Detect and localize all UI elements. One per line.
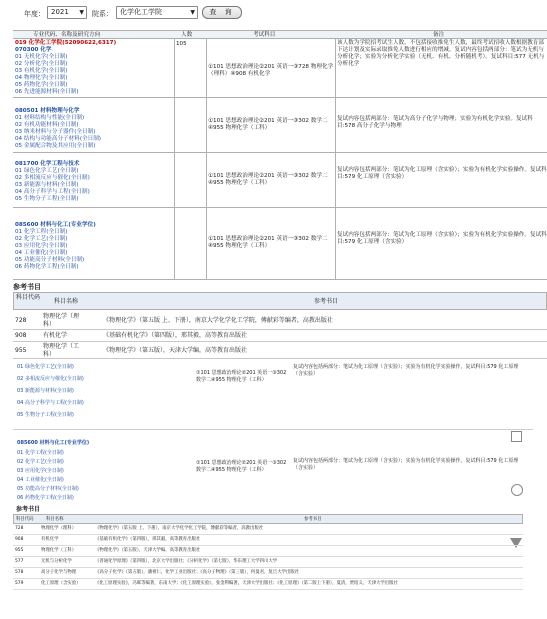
- ref-title: 参考书目: [16, 506, 41, 513]
- ref-header: [13, 514, 523, 524]
- major-cell: [17, 440, 89, 502]
- direction: 04 结构与功能高分子材料(全日制): [15, 136, 101, 142]
- direction: 02 分析化学(全日制): [15, 61, 68, 67]
- direction: 05 药物化学(全日制): [15, 82, 68, 88]
- ref-row: [13, 535, 523, 546]
- ref-name: 无机与分析化学: [41, 559, 72, 564]
- ref-header-books: 参考书目: [304, 517, 322, 522]
- ref-name: 化工原理（含实验）: [41, 581, 81, 586]
- direction: 03 新能源与材料(全日制): [17, 388, 74, 394]
- major-cell: [15, 108, 175, 150]
- query-button[interactable]: 查 询: [202, 6, 242, 19]
- ref-header-name: 科目名称: [54, 298, 79, 305]
- direction: 01 绿色化学工艺(全日制): [15, 168, 79, 174]
- direction: 03 有机化学(全日制): [15, 68, 68, 74]
- direction: 05 功能高分子材料(全日制): [15, 257, 85, 263]
- table-row: [13, 440, 533, 504]
- ref-name: 有机化学: [41, 537, 59, 542]
- ref-name: 高分子化学与物理: [41, 570, 77, 575]
- header-note: 备注: [433, 32, 445, 38]
- ref-row: [13, 330, 547, 342]
- ref-code: 579: [15, 581, 24, 586]
- ref-name: 物理化学（工科）: [43, 343, 80, 358]
- direction: 02 化学工艺(全日制): [15, 236, 68, 242]
- table-header: [13, 30, 547, 39]
- table-row: [13, 208, 547, 280]
- dept-title: 019 化学化工学院(52090622,6317): [15, 40, 117, 46]
- circle-marker-icon: [511, 484, 523, 496]
- direction: 04 工业催化(全日制): [15, 250, 68, 256]
- note-cell: 复试内容包括两部分：笔试为高分子化学与物理；实验为有机化学实验。复试科目:578 高分子化学与物理: [337, 116, 533, 129]
- ref-books: 《高分子化学》（第五版），潘祖仁，化学工业出版社；《高分子物理》（第三版），何曼君，复旦大学出版社: [95, 570, 300, 575]
- note-cell: 复试内容包括两部分：笔试为化工原理（含实验）；实验为有机化学实验操作。复试科目:579 化工原理（含实验）: [337, 232, 547, 245]
- dept-value: 化学化工学院: [120, 8, 162, 16]
- direction: 06 药物化学工程(全日制): [17, 495, 74, 501]
- filter-bar: [0, 0, 547, 30]
- exam-cell: ①101 思想政治理论②201 英语一③302 数学二④955 物理化学（工科）: [208, 236, 328, 249]
- direction: 02 化学工艺(全日制): [17, 459, 64, 465]
- major-name: 085600 材料与化工(专业学位): [17, 440, 90, 446]
- ref-books: 《普通化学原理》（第四版），北京大学出版社；《分析化学》（第七版），华东理工大学四川大学: [95, 559, 278, 564]
- direction: 03 新能源与材料(全日制): [15, 182, 79, 188]
- exam-cell: ①101 思想政治理论②201 英语一③728 物理化学（理科）④908 有机化学: [208, 64, 334, 77]
- table-row: [13, 98, 547, 153]
- ref-name: 物理化学（理科）: [41, 526, 77, 531]
- year-label: 年度：: [24, 10, 45, 18]
- note-cell: 复试内容包括两部分：笔试为化工原理（含实验）；实验为有机化学实验操作。复试科目:579 化工原理（含实验）: [293, 364, 519, 377]
- exam-cell: ①101 思想政治理论②201 英语一③302 数学二④955 物理化学（工科）: [208, 173, 328, 186]
- direction: 01 化学工程(全日制): [15, 229, 68, 235]
- table-row: [13, 364, 533, 430]
- chevron-down-icon: ▼: [79, 9, 84, 16]
- exam-cell: ①101 思想政治理论②201 英语一③302 数学二④955 物理化学（工科）: [196, 370, 287, 383]
- ref-name: 物理化学（工科）: [41, 548, 77, 553]
- ref-row: [13, 546, 523, 557]
- ref-row: [13, 312, 547, 330]
- direction: 03 纳米材料与分子器件(全日制): [15, 129, 96, 135]
- ref-books: 《基础有机化学》（第四版），邢其毅，高等教育出版社: [95, 537, 201, 542]
- chevron-down-icon: ▼: [190, 9, 195, 16]
- direction: 03 应用化学(全日制): [17, 468, 64, 474]
- direction: 06 先进能源材料(全日制): [15, 89, 79, 95]
- ref-header-name: 科目名称: [46, 517, 64, 522]
- ref-header-code: 科目代码: [16, 517, 34, 522]
- direction: 02 有机功能材料(全日制): [15, 122, 79, 128]
- header-major: 专业代码、名称及研究方向: [33, 32, 101, 38]
- ref-books: 《化工原理实验》，冯晖等编著，东南大学；《化工原理实验》，张金利编著，天津大学出版社；《化工原理》（第二版上下册），夏清，贾绍义，天津大学出版社: [95, 581, 398, 586]
- direction: 03 应用化学(全日制): [15, 243, 68, 249]
- ref-row: [13, 557, 523, 568]
- dept-label: 院系：: [92, 10, 113, 18]
- ref-row: [13, 579, 523, 590]
- major-cell: [15, 40, 175, 96]
- major-name: 081700 化学工程与技术: [15, 161, 80, 167]
- ref-header-code: 科目代码: [16, 294, 41, 301]
- ref-row: [13, 568, 523, 579]
- note-cell: 复试内容包括两部分：笔试为化工原理（含实验）；实验为有机化学实验操作。复试科目:579 化工原理（含实验）: [337, 167, 547, 180]
- square-marker-icon: [511, 431, 522, 442]
- year-select[interactable]: [47, 6, 87, 19]
- table-row: [13, 153, 547, 208]
- direction: 02 多相流反应与催化(全日制): [17, 376, 84, 382]
- major-name: 080501 材料物理与化学: [15, 108, 80, 114]
- direction: 01 无机化学(全日制): [15, 54, 68, 60]
- direction: 04 高分子科学与工程(全日制): [17, 400, 84, 406]
- major-cell: [15, 222, 175, 271]
- exam-cell: ①101 思想政治理论②201 英语一③302 数学二④955 物理化学（工科）: [196, 460, 287, 473]
- dept-select[interactable]: [116, 6, 198, 19]
- ref-title: 参考书目: [13, 283, 41, 291]
- direction: 06 药物化学工程(全日制): [15, 264, 79, 270]
- ref-books: 《物理化学》（第五版 上、下册），南京大学化学化工学院，傅献彩等编者，高教出版社: [95, 526, 264, 531]
- ref-books: 《基础有机化学》（第四版），邢其毅，高等教育出版社: [103, 332, 248, 339]
- direction: 05 金属配合物及其应用(全日制): [15, 143, 96, 149]
- ref-code: 908: [15, 537, 24, 542]
- zoomed-section: [0, 358, 547, 619]
- ref-header-books: 参考书目: [314, 298, 339, 305]
- direction: 01 材料结构与性能(全日制): [15, 115, 85, 121]
- ref-code: 578: [15, 570, 24, 575]
- note-cell: 复试内容包括两部分：笔试为化工原理（含实验）；实验为有机化学实验操作。复试科目:579 化工原理（含实验）: [293, 458, 519, 471]
- direction: 04 物理化学(全日制): [15, 75, 68, 81]
- exam-cell: ①101 思想政治理论②201 英语一③302 数学二④955 物理化学（工科）: [208, 118, 328, 131]
- note-cell: 该人数为学院招考试生人数，不包括接收推免生人数，最终考试招收人数根据教育部下达计划及实际录取推免人数进行相应的增减。复试内容包括两部分：笔试为无机与分析化学；实验为分析化学实验（无机、有机、分析随机考）。复试科目:577 无机与分析化学: [337, 40, 545, 67]
- count-cell: 105: [176, 41, 187, 47]
- direction: 05 生物分子工程(全日制): [17, 412, 74, 418]
- direction: 04 高分子科学与工程(全日制): [15, 189, 90, 195]
- ref-code: 728: [15, 317, 27, 324]
- year-value: 2021: [51, 8, 69, 16]
- ref-books: 《物理化学》（第五版），天津大学编，高等教育出版社: [103, 347, 248, 354]
- ref-table: [13, 514, 523, 590]
- table-row: [13, 39, 547, 98]
- major-name: 070300 化学: [15, 47, 52, 53]
- ref-row: [13, 524, 523, 535]
- header-count: 人数: [181, 32, 193, 38]
- ref-code: 728: [15, 526, 24, 531]
- ref-code: 955: [15, 548, 24, 553]
- direction: 01 化学工程(全日制): [17, 450, 64, 456]
- direction: 05 生物分子工程(全日制): [15, 196, 79, 202]
- ref-header: [13, 292, 547, 310]
- direction: 04 工业催化(全日制): [17, 477, 64, 483]
- ref-code: 908: [15, 332, 27, 339]
- header-exam: 考试科目: [253, 32, 276, 38]
- ref-name: 有机化学: [43, 332, 68, 339]
- major-cell: [17, 364, 84, 419]
- ref-row: [13, 342, 547, 359]
- ref-books: 《物理化学》（第五版），天津大学编，高等教育出版社: [95, 548, 201, 553]
- ref-code: 955: [15, 347, 27, 354]
- direction: 01 绿色化学工艺(全日制): [17, 364, 74, 370]
- major-name: 085600 材料与化工(专业学位): [15, 222, 96, 228]
- ref-code: 577: [15, 559, 24, 564]
- ref-name: 物理化学（理科）: [43, 313, 80, 328]
- direction: 05 功能高分子材料(全日制): [17, 486, 79, 492]
- direction: 02 多相流反应与催化(全日制): [15, 175, 90, 181]
- major-cell: [15, 161, 175, 203]
- ref-books: 《物理化学》（第五版 上、下册），南京大学化学化工学院，傅献彩等编者，高教出版社: [103, 317, 333, 324]
